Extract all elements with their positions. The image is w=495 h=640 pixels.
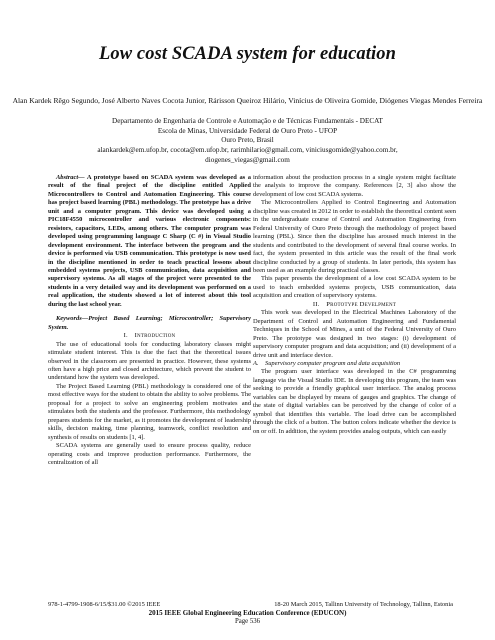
body-paragraph: This work was developed in the Electrical Machines Laboratory of the Department of Control and Automation Engineering and Fundamental Techniques in the School of Mines, a unit of the Federal University of Ouro Preto. The prototype was designed in two stages: (i) development of supervisory computer program and data acquisition; and (ii) development of a drive unit and interface device. — [253, 309, 456, 359]
affiliation-block — [10, 117, 485, 166]
footer-conference: 2015 IEEE Global Engineering Education Conference (EDUCON) — [148, 609, 347, 617]
body-paragraph: This paper presents the development of a low cost SCADA system to be used to teach embedded systems projects, USB communication, data acquisition and creation of supervisory systems. — [253, 275, 456, 300]
footer-copyright: 978-1-4799-1908-6/15/$31.00 ©2015 IEEE — [48, 601, 161, 608]
page-number: Page 536 — [234, 618, 261, 625]
body-paragraph: The use of educational tools for conducting laboratory classes might stimulate student interest. This is due the fact that the theoretical issues observed in the classroom are presented in practice. However, these systems often have a high price and closed architecture, which prevent the student to understand how the system was developed. — [48, 340, 251, 382]
abstract-text: A prototype based on SCADA system was developed as a result of the final project of the discipline entitled Applied Microcontrollers to Control and Automation Engineering. This course has project based learning (PBL) methodology. The prototype has a drive unit and a computer program. This device was developed using a PIC18F4550 microcontroller and various electronic components: resistors, capacitors, LEDs, among others. The computer program was developed using programming language C Sharp (C #) in Visual Studio development environment. The interface between the program and the device is performed via USB communication. This prototype is now used in the discipline mentioned in order to teach practical lessons about embedded systems projects, USB communication, data acquisition and supervisory systems. As all stages of the project were presented to the students in a very detailed way and its development was performed on a real application, the students showed a lot of interest about this tool during the last school year. — [48, 174, 251, 308]
body-paragraph: The program user interface was developed in the C# programming language via the Visual Studio IDE. In developing this program, the team was seeking to provide a friendly graphical user interface. The analog process variables can be displayed by means of gauges and graphics. The change of the state of digital variables can be perceived by the change of color of a symbol that identifies this variable. The load drive can be accomplished through the click of a button. The button colors indicate whether the device is on or off. In addition, the system provides analog outputs, which can easily — [253, 368, 456, 435]
section-heading-prototype: II. Prototype Develpment — [312, 300, 397, 308]
section-heading-introduction: I. Introduction — [123, 332, 176, 340]
affiliation-line: Departamento de Engenharia de Controle e Automação e de Técnicas Fundamentais - DECAT — [112, 117, 383, 125]
footer-venue: 18-20 March 2015, Tallinn University of Technology, Tallinn, Estonia — [274, 601, 453, 608]
right-column — [253, 174, 456, 436]
body-paragraph: information about the production process in a single system might facilitate the analysis to improve the company. References [2, 3] also show the development of low cost SCADA systems. — [253, 174, 456, 198]
body-paragraph: SCADA systems are generally used to ensure process quality, reduce operating costs and improve production performance. Furthermore, the centralization of all — [48, 442, 251, 466]
paper-title: Low cost SCADA system for education — [99, 44, 396, 64]
affiliation-line: Escola de Minas, Universidade Federal de Ouro Preto - UFOP — [157, 126, 338, 135]
left-column — [48, 174, 251, 467]
abstract — [48, 174, 251, 309]
email-line: diogenes_viegas@gmail.com — [205, 155, 290, 164]
keywords — [48, 315, 251, 332]
affiliation-line: Ouro Preto, Brasil — [221, 136, 274, 145]
keywords-text: Project Based Learning; Microcontroller; Supervisory System. — [48, 315, 251, 331]
subsection-heading: A. Supervisory computer program and data acquisition — [253, 359, 401, 367]
body-paragraph: The Microcontrollers Applied to Control Engineering and Automation discipline was created in 2012 in order to establish the theoretical content seen in the undergraduate course of Control and Automation Engineering from Federal University of Ouro Preto through the methodology of project based learning (PBL). Since then the discipline has aroused much interest in the students and contributed to the development of several final course works. In fact, the system presented in this article was the result of the final work discipline conducted by a group of students. In later periods, this system has been used as an example during practical classes. — [253, 199, 456, 274]
keywords-label: Keywords— — [56, 315, 89, 323]
body-paragraph: The Project Based Learning (PBL) methodology is considered one of the most effective ways for the student to obtain the ability to solve problems. The proposal for a project to solve an engineering problem motivates and stimulates both the students and the professor. Furthermore, this methodology prepares students for the market, as it promotes the development of leadership skills, decision making, time planning, teamwork, conflict resolution and synthesis of results on students [1, 4]. — [48, 382, 251, 441]
email-line: alankardek@em.ufop.br, cocota@em.ufop.br, rarimhilario@gmail.com, viniciusgomide@yahoo.com.br, — [97, 146, 398, 155]
author-list: Alan Kardek Rêgo Segundo, José Alberto Naves Cocota Junior, Rárisson Queiroz Hilário, Vinícius de Oliveira Gomide, Diógenes Viegas Mendes Ferreira — [12, 96, 483, 105]
abstract-label: Abstract— — [56, 174, 85, 181]
